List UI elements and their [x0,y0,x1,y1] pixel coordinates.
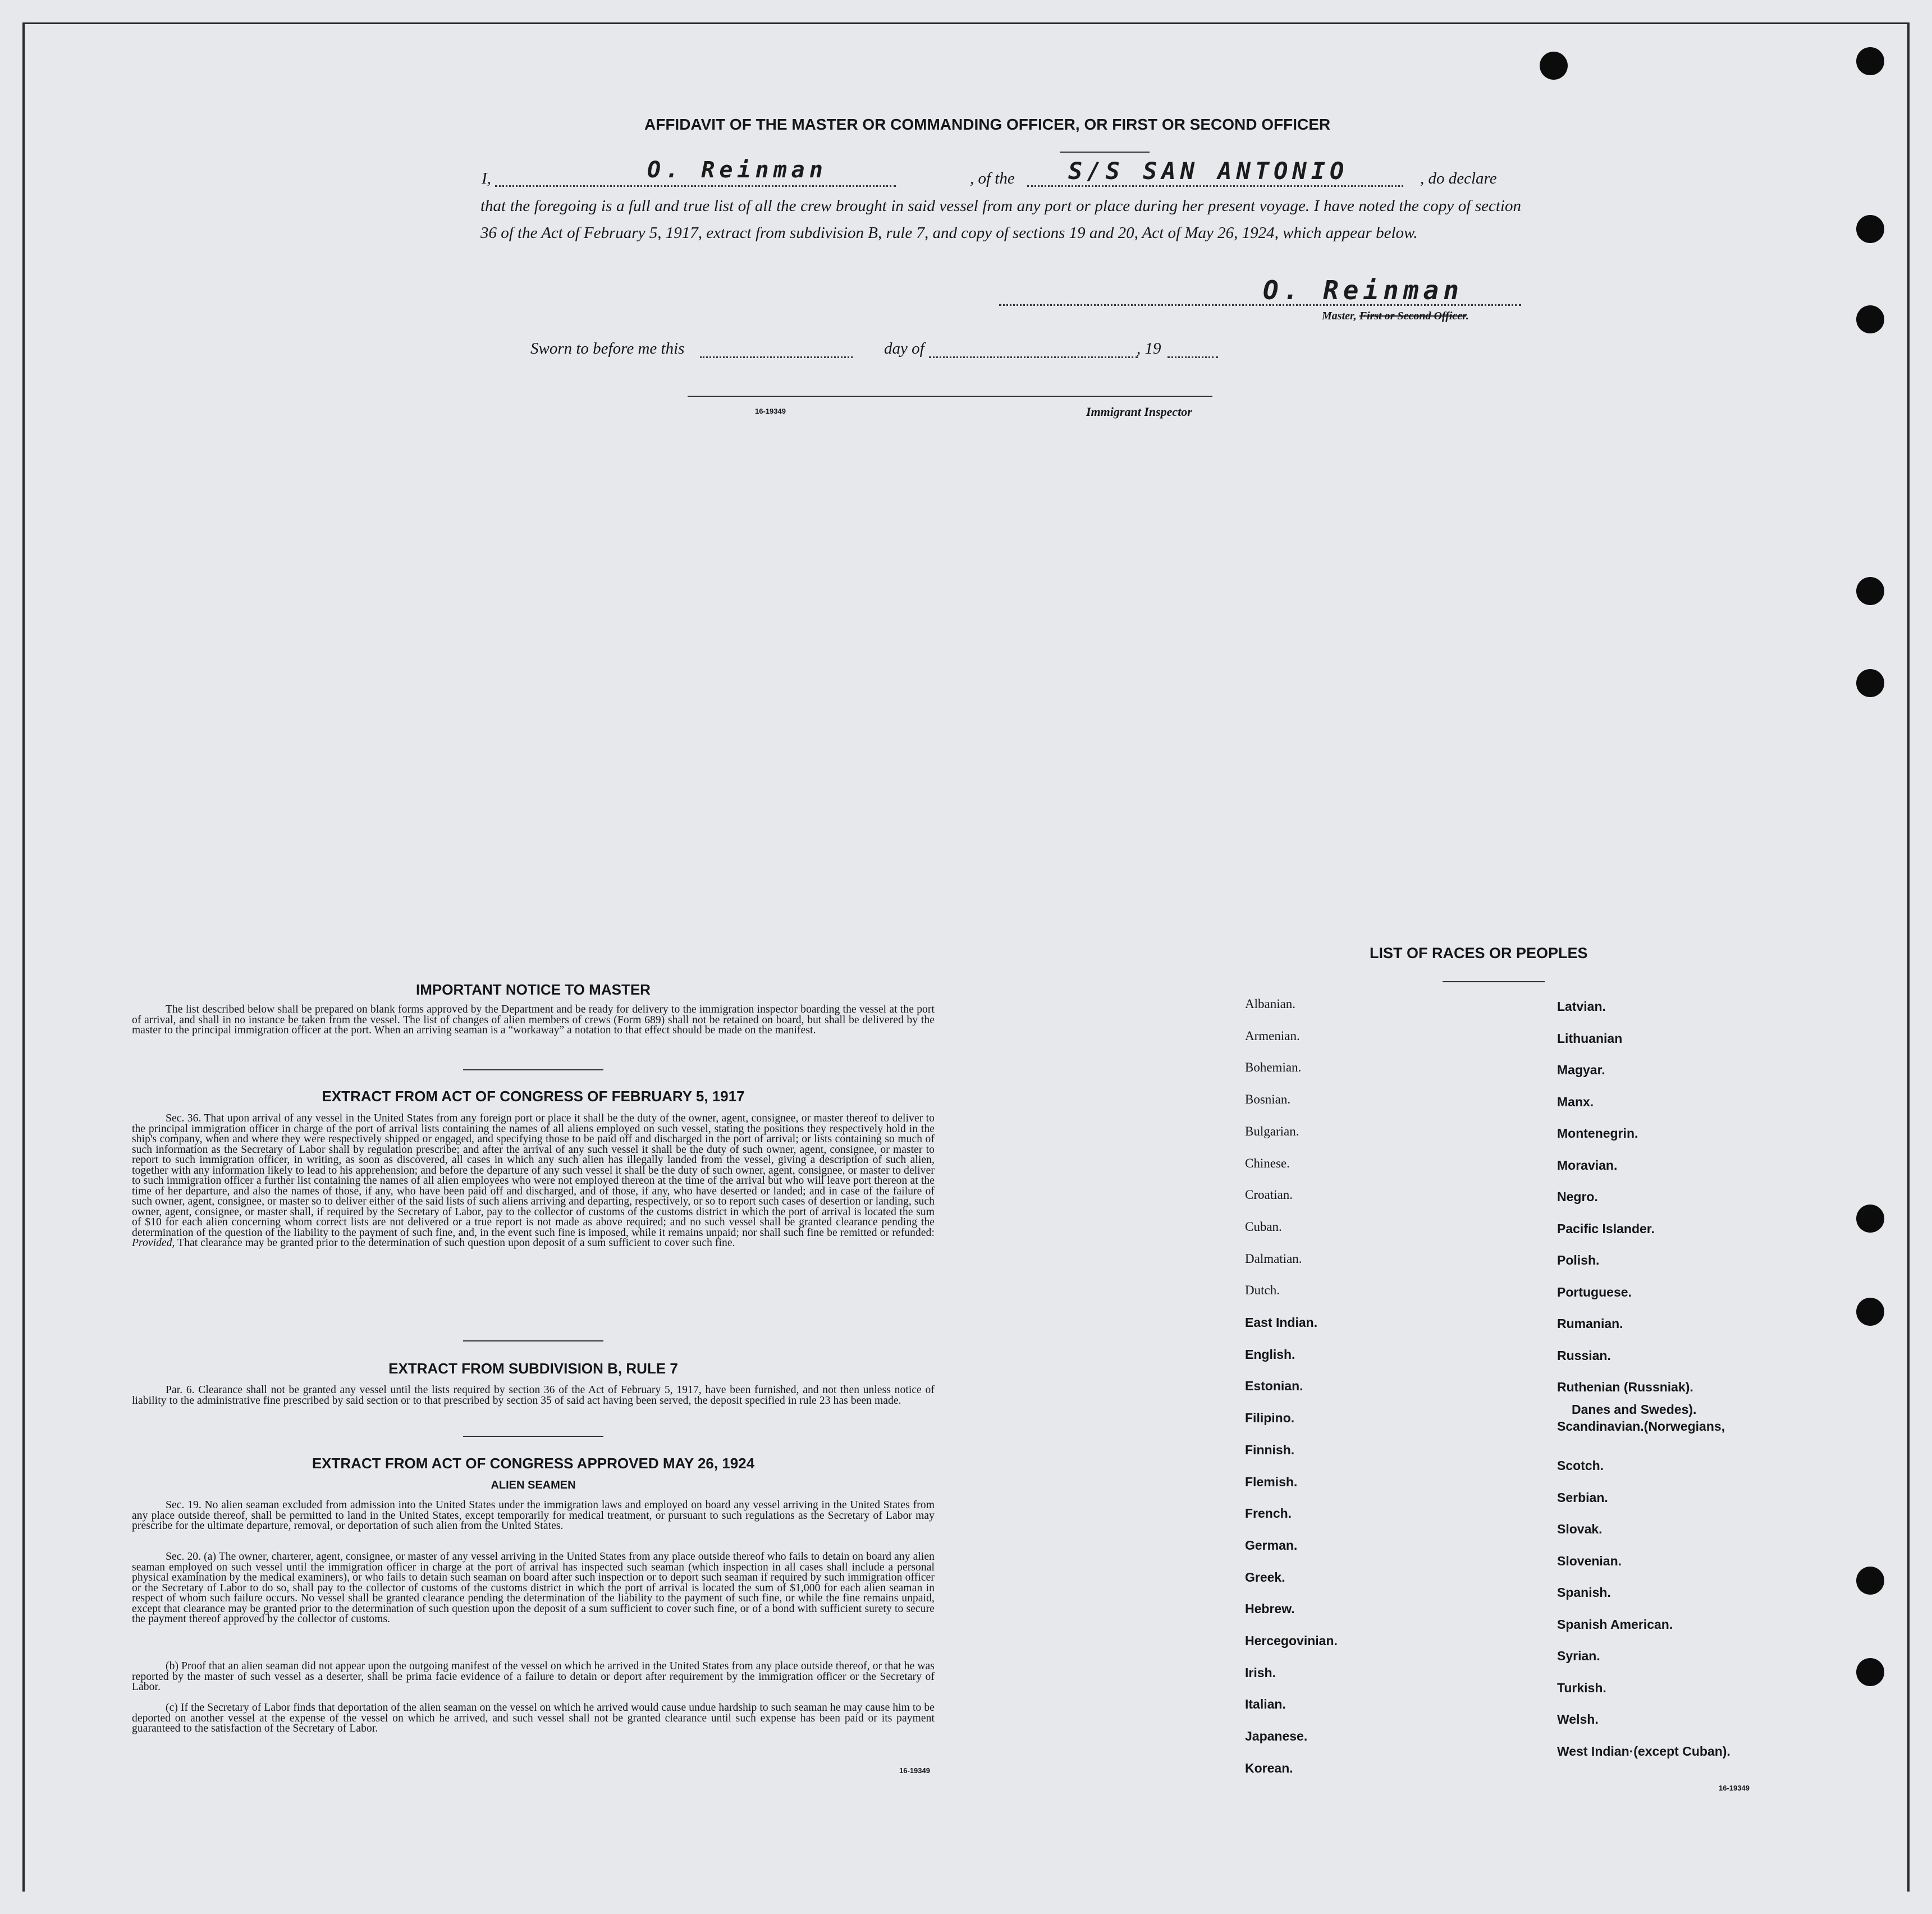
extract-1917-title: EXTRACT FROM ACT OF CONGRESS OF FEBRUARY 5, 1917 [322,1088,745,1105]
race-item: Hercegovinian. [1245,1633,1338,1648]
sec36-text: Sec. 36. That upon arrival of any vessel in the United States from any foreign port or place it shall be the duty of the owner, agent, consignee, or master thereof to deliver to the principal immigration officer in charge of the port of arrival lists containing the names of all aliens employed on such vessel, stating the positions they respectively hold in the ship's company, when and where they were respectively shipped or engaged, and specifying those to be paid off and discharged in the port of arrival; or lists containing so much of such information as the Secretary of Labor shall by regulation prescribe; and after the arrival of any such vessel it shall be the duty of such owner, agent, consignee, or master to report to such immigration officer, in writing, as soon as discovered, all cases in which any such alien has illegally landed from the vessel, giving a description of such alien, together with any information likely to lead to his apprehension; and before the departure of any such vessel it shall be the duty of such owner, agent, consignee, or master to deliver to such immigration officer a further list containing the names of all alien employees who were not employed thereon at the time of the arrival but who will leave port thereon at the time of her departure, and also the names of those, if any, who have been paid off and discharged, and of those, if any, who have deserted or landed; and in case of the failure of such owner, agent, consignee, or master so to deliver either of the said lists of such aliens arriving and departing, respectively, or so to report such cases of desertion or landing, such owner, agent, consignee, or master shall, if required by the Secretary of Labor, pay to the collector of customs of the customs district in which the port of arrival is located the sum of $10 for each alien concerning whom correct lists are not delivered or a true report is not made as above required; and no such vessel shall be granted clearance pending the determination of the question of the liability to the payment of such fine, and, in the event such fine is imposed, while it remains unpaid; nor shall such fine be remitted or refunded: [132,1112,935,1239]
race-item: East Indian. [1245,1315,1318,1330]
caption-struck: First or Second Officer [1359,310,1466,322]
race-item: Korean. [1245,1760,1293,1775]
race-item: Flemish. [1245,1474,1298,1489]
race-item: Bulgarian. [1245,1124,1299,1138]
race-item: Negro. [1557,1189,1598,1204]
race-item: Bosnian. [1245,1092,1291,1107]
of-the-label: , of the [970,170,1015,187]
punch-hole [1856,1658,1884,1686]
race-item: German. [1245,1537,1298,1553]
race-item: Lithuanian [1557,1031,1623,1046]
races-title: LIST OF RACES OR PEOPLES [1370,945,1588,961]
affidavit-body: that the foregoing is a full and true list of all the crew brought in said vessel from any port or place during her present voyage. I have noted the copy of section 36 of the Act of February 5, 1917, extract from subdivision B, rule 7, and copy of sections 19 and 20, Act of May 26, 1924, which appear below. [480,197,1521,242]
sec36-text-end: That clearance may be granted prior to the determination of such question upon deposit of a sum sufficient to cover such fine. [177,1237,735,1249]
extract-rule7-title: EXTRACT FROM SUBDIVISION B, RULE 7 [388,1360,678,1377]
race-item: Spanish American. [1557,1617,1673,1632]
race-item: Finnish. [1245,1442,1295,1457]
i-label: I, [482,170,491,187]
extract-1924-title: EXTRACT FROM ACT OF CONGRESS APPROVED MAY 26, 1924 [312,1455,755,1472]
divider [463,1069,603,1070]
do-declare-label: , do declare [1420,170,1497,187]
race-item: Italian. [1245,1697,1286,1712]
race-item: Albanian. [1245,997,1296,1011]
race-item: Rumanian. [1557,1316,1623,1331]
race-item: Greek. [1245,1569,1285,1585]
divider [463,1436,603,1437]
affidavit-title: AFFIDAVIT OF THE MASTER OR COMMANDING OFFICER, OR FIRST OR SECOND OFFICER [644,116,1331,133]
race-item: Estonian. [1245,1379,1303,1394]
extract-rule7-text: Par. 6. Clearance shall not be granted any vessel until the lists required by section 36 of the Act of February 5, 1917, have been furnished, and not then unless notice of liability to the administrative fine prescribed by said section or to that prescribed by section 35 of said act having been served, the deposit specified in rule 23 has been made. [132,1384,935,1407]
master-signature-block [999,269,1524,331]
alien-seamen-subtitle: ALIEN SEAMEN [491,1479,576,1491]
punch-hole [1856,305,1884,333]
vessel-name: S/S SAN ANTONIO [1068,157,1349,185]
punch-hole [1540,52,1568,80]
race-item: Dalmatian. [1245,1251,1302,1266]
race-item: Hebrew. [1245,1601,1295,1617]
race-item: Russian. [1557,1348,1611,1363]
extract-1917-text [132,1114,935,1249]
punch-hole [1856,669,1884,697]
sec20b-text: (b) Proof that an alien seaman did not appear upon the outgoing manifest of the vessel on which he arrived in the United States from any place outside thereof, or that he was reported by the master of such vessel as a deserter, shall be prima facie evidence of a failure to detain or deport after requirement by the immigration officer or the Secretary of Labor. [132,1660,935,1693]
race-item: French. [1245,1506,1292,1521]
race-item: Pacific Islander. [1557,1221,1655,1236]
signature-caption [1322,310,1469,323]
day-fill-line [700,356,853,358]
race-item: Portuguese. [1557,1284,1632,1299]
race-item: English. [1245,1347,1295,1362]
race-item: Cuban. [1245,1219,1282,1234]
race-item: Spanish. [1557,1585,1611,1600]
race-item: Scandinavian.(Norwegians, [1557,1419,1725,1434]
name-fill-line [495,185,896,187]
sec20a-text: Sec. 20. (a) The owner, charterer, agent, consignee, or master of any vessel arriving in the United States from any place outside thereof who fails to detain on board any alien seaman employed on such vessel until the immigration officer in charge at the port of arrival has inspected such seaman (which inspection in all cases shall include a personal physical examination by the medical examiners), or who fails to detain such seaman on board after such inspection or to deport such seaman if required by such immigration officer or the Secretary of Labor to do so, shall pay to the collector of customs of the customs district in which the port of arrival is located the sum of $1,000 for each alien seaman in respect of whom such failure occurs. No vessel shall be granted clearance pending the determination of the liability to the payment of such fine, or while the fine remains unpaid, except that clearance may be granted prior to the determination of such question upon the deposit of a sum sufficient to cover such fine, or of a bond with sufficient surety to secure the payment thereof approved by the collector of customs. [132,1551,935,1625]
form-number: 16-19349 [755,407,786,415]
races-title-rule [1443,981,1545,982]
sec19-text: Sec. 19. No alien seaman excluded from admission into the United States under the immigration laws and employed on board any vessel arriving in the United States from any place outside thereof, shall be permitted to land in the United States, except temporarily for medical treatment, or pursuant to such regulations as the Secretary of Labor may prescribe for the ultimate departure, removal, or deportation of such alien from the United States. [132,1499,935,1532]
caption-master: Master, [1322,310,1357,322]
divider [463,1340,603,1341]
race-item: Ruthenian (Russniak). [1557,1380,1693,1394]
year-fill-line [1168,356,1218,358]
sec20c-text: (c) If the Secretary of Labor finds that deportation of the alien seaman on the vessel on which he arrived would cause undue hardship to such seaman he may cause him to be deported on another vessel at the expense of the vessel on which he arrived, and such vessel shall not be granted clearance until such expense has been paid or its payment guaranteed to the satisfaction of the Secretary of Labor. [132,1702,935,1734]
race-item: Danes and Swedes). [1572,1402,1697,1417]
caption-end: . [1466,310,1469,322]
race-item: Irish. [1245,1665,1276,1680]
year-label: , 19 [1137,340,1161,358]
race-item: Japanese. [1245,1729,1308,1744]
form-number: 16-19349 [899,1766,930,1775]
form-number: 16-19349 [1719,1784,1750,1792]
race-item: Manx. [1557,1094,1594,1109]
sworn-label: Sworn to before me this [530,340,685,358]
punch-hole [1856,1205,1884,1233]
race-item: Serbian. [1557,1490,1608,1505]
punch-hole [1856,215,1884,243]
race-item: Croatian. [1245,1188,1293,1202]
race-item: Turkish. [1557,1680,1606,1695]
race-item: Scotch. [1557,1458,1604,1473]
race-item: Filipino. [1245,1411,1295,1426]
punch-hole [1856,577,1884,605]
month-fill-line [929,356,1138,358]
inspector-label: Immigrant Inspector [1086,405,1192,419]
race-item: Welsh. [1557,1712,1599,1727]
vessel-fill-line [1027,185,1403,187]
master-signature: O. Reinman [1263,275,1463,305]
race-item: West Indian·(except Cuban). [1557,1743,1730,1759]
punch-hole [1856,1298,1884,1326]
race-item: Bohemian. [1245,1060,1302,1075]
punch-hole [1856,47,1884,75]
day-of-label: day of [884,340,924,358]
race-item: Latvian. [1557,999,1606,1014]
race-item: Magyar. [1557,1063,1605,1077]
provided-text: Provided, [132,1237,175,1249]
vessel-overline [1060,152,1150,153]
race-item: Chinese. [1245,1156,1290,1170]
notice-title: IMPORTANT NOTICE TO MASTER [416,981,651,998]
race-item: Polish. [1557,1253,1600,1267]
inspector-line [688,396,1212,397]
race-item: Syrian. [1557,1649,1600,1663]
signature-name: O. Reinman [647,157,827,183]
race-item: Slovak. [1557,1522,1603,1536]
sworn-line [530,340,1221,362]
punch-hole [1856,1567,1884,1595]
race-item: Armenian. [1245,1028,1300,1043]
notice-text: The list described below shall be prepared on blank forms approved by the Department and be ready for delivery to the immigration inspector boarding the vessel at the port of arrival, and shall in no instance be taken from the vessel. The list of changes of alien members of crews (Form 689) shall not be retained on board, but shall be delivered by the master to the principal immigration officer at the port. When an arriving seaman is a “workaway” a notation to that effect should be made on the manifest. [132,1004,935,1036]
race-item: Moravian. [1557,1157,1618,1173]
race-item: Slovenian. [1557,1553,1622,1568]
race-item: Montenegrin. [1557,1126,1638,1141]
race-item: Dutch. [1245,1283,1280,1298]
